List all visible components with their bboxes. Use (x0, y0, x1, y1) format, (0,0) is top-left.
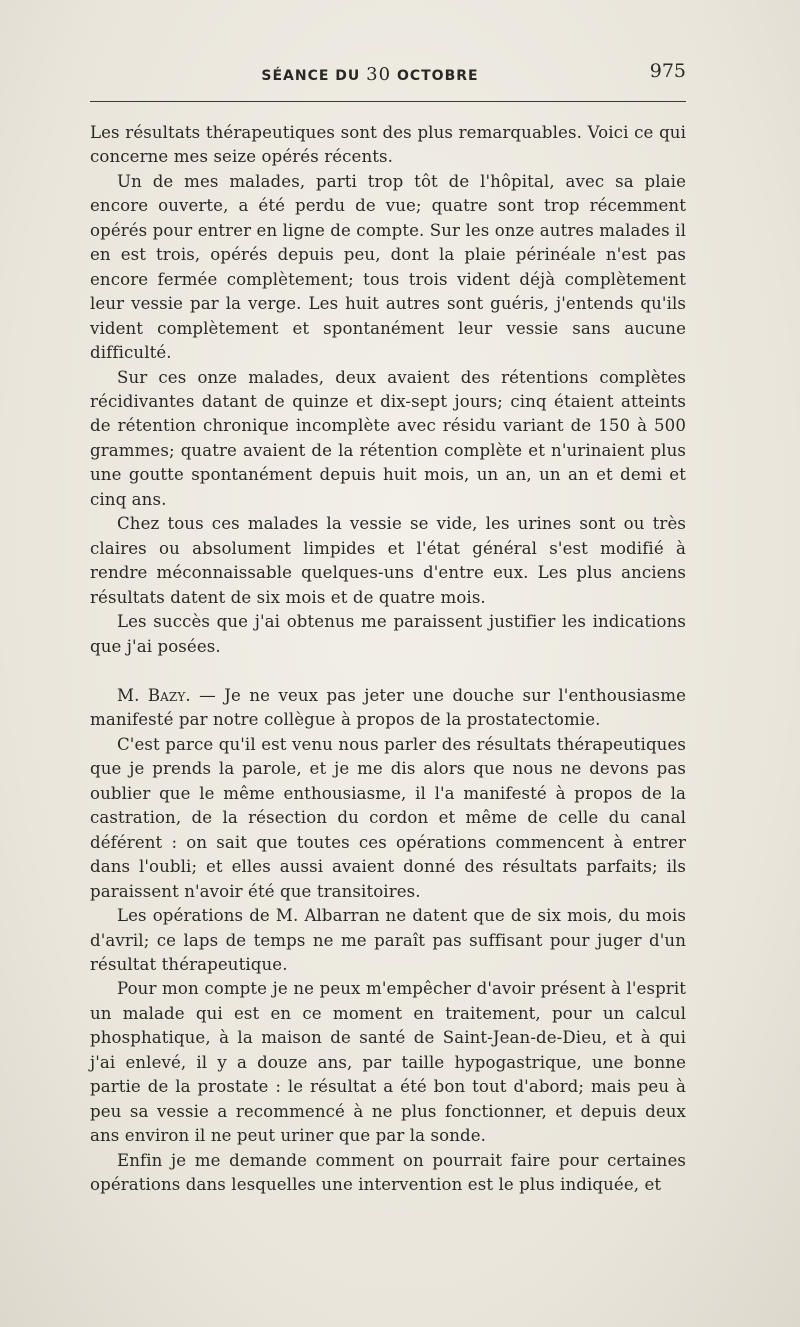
section-gap (90, 659, 686, 684)
paragraph: Un de mes malades, parti trop tôt de l'hôpital, avec sa plaie encore ouverte, a été perdu de vue; quatre sont trop récemment opérés pour entrer en ligne de compte. Sur les onze autres malades il en est trois, opérés depuis peu, dont la plaie périnéale n'est pas encore fermée complètement; tous trois vident déjà complètement leur vessie par la verge. Les huit autres sont guéris, j'entends qu'ils vident complètement et spontanément leur vessie sans aucune difficulté. (90, 171, 686, 363)
paragraph: Chez tous ces malades la vessie se vide, les urines sont ou très claires ou absolument limpides et l'état général s'est modifié à rendre méconnaissable quelques-uns d'entre eux. Les plus anciens résultats datent de six mois et de quatre mois. (90, 514, 686, 607)
speaker-prefix: M. (117, 685, 148, 705)
paragraph: Les opérations de M. Albarran ne datent que de six mois, du mois d'avril; ce laps de temps ne me paraît pas suffisant pour juger d'un résultat thérapeutique. (90, 906, 686, 974)
paragraph: Sur ces onze malades, deux avaient des rétentions complètes récidivantes datant de quinze et dix-sept jours; cinq étaient atteints de rétention chronique incomplète avec résidu variant de 150 à 500 grammes; quatre avaient de la rétention complète et n'urinaient plus une goutte spontanément depuis huit mois, un an, un an et demi et cinq ans. (90, 367, 686, 509)
page-number: 975 (649, 60, 686, 82)
header-title: SÉANCE DU (261, 68, 361, 84)
speaker-paragraph (90, 684, 686, 733)
paragraph: Les succès que j'ai obtenus me paraissent justifier les indications que j'ai posées. (90, 612, 686, 656)
header-month: OCTOBRE (396, 68, 479, 84)
speaker-intro: . — Je ne veux pas jeter une douche sur l'enthousiasme manifesté par notre collègue à propos de la prostatectomie. (90, 685, 686, 730)
speaker-name: Bazy (147, 685, 186, 705)
body-text (90, 121, 686, 1197)
paragraph: Les résultats thérapeutiques sont des plus remarquables. Voici ce qui concerne mes seize opérés récents. (90, 123, 686, 167)
header-rule (90, 101, 686, 102)
paragraph: Pour mon compte je ne peux m'empêcher d'avoir présent à l'esprit un malade qui est en ce moment en traitement, pour un calcul phosphatique, à la maison de santé de Saint-Jean-de-Dieu, et à qui j'ai enlevé, il y a douze ans, par taille hypogastrique, une bonne partie de la prostate : le résultat a été bon tout d'abord; mais peu à peu sa vessie a recommencé à ne plus fonctionner, et depuis deux ans environ il ne peut uriner que par la sonde. (90, 979, 686, 1146)
paragraph: C'est parce qu'il est venu nous parler des résultats thérapeutiques que je prends la parole, et je me dis alors que nous ne devons pas oublier que le même enthousiasme, il l'a manifesté à propos de la castration, de la résection du cordon et même de celle du canal déférent : on sait que toutes ces opérations commencent à entrer dans l'oubli; et elles aussi avaient donné des résultats parfaits; ils paraissent n'avoir été que transitoires. (90, 734, 686, 901)
header-date: 30 (366, 64, 392, 85)
running-head (90, 58, 686, 88)
paragraph: Enfin je me demande comment on pourrait faire pour certaines opérations dans lesquelles une intervention est le plus indiquée, et (90, 1150, 686, 1195)
running-head-title (90, 64, 650, 85)
